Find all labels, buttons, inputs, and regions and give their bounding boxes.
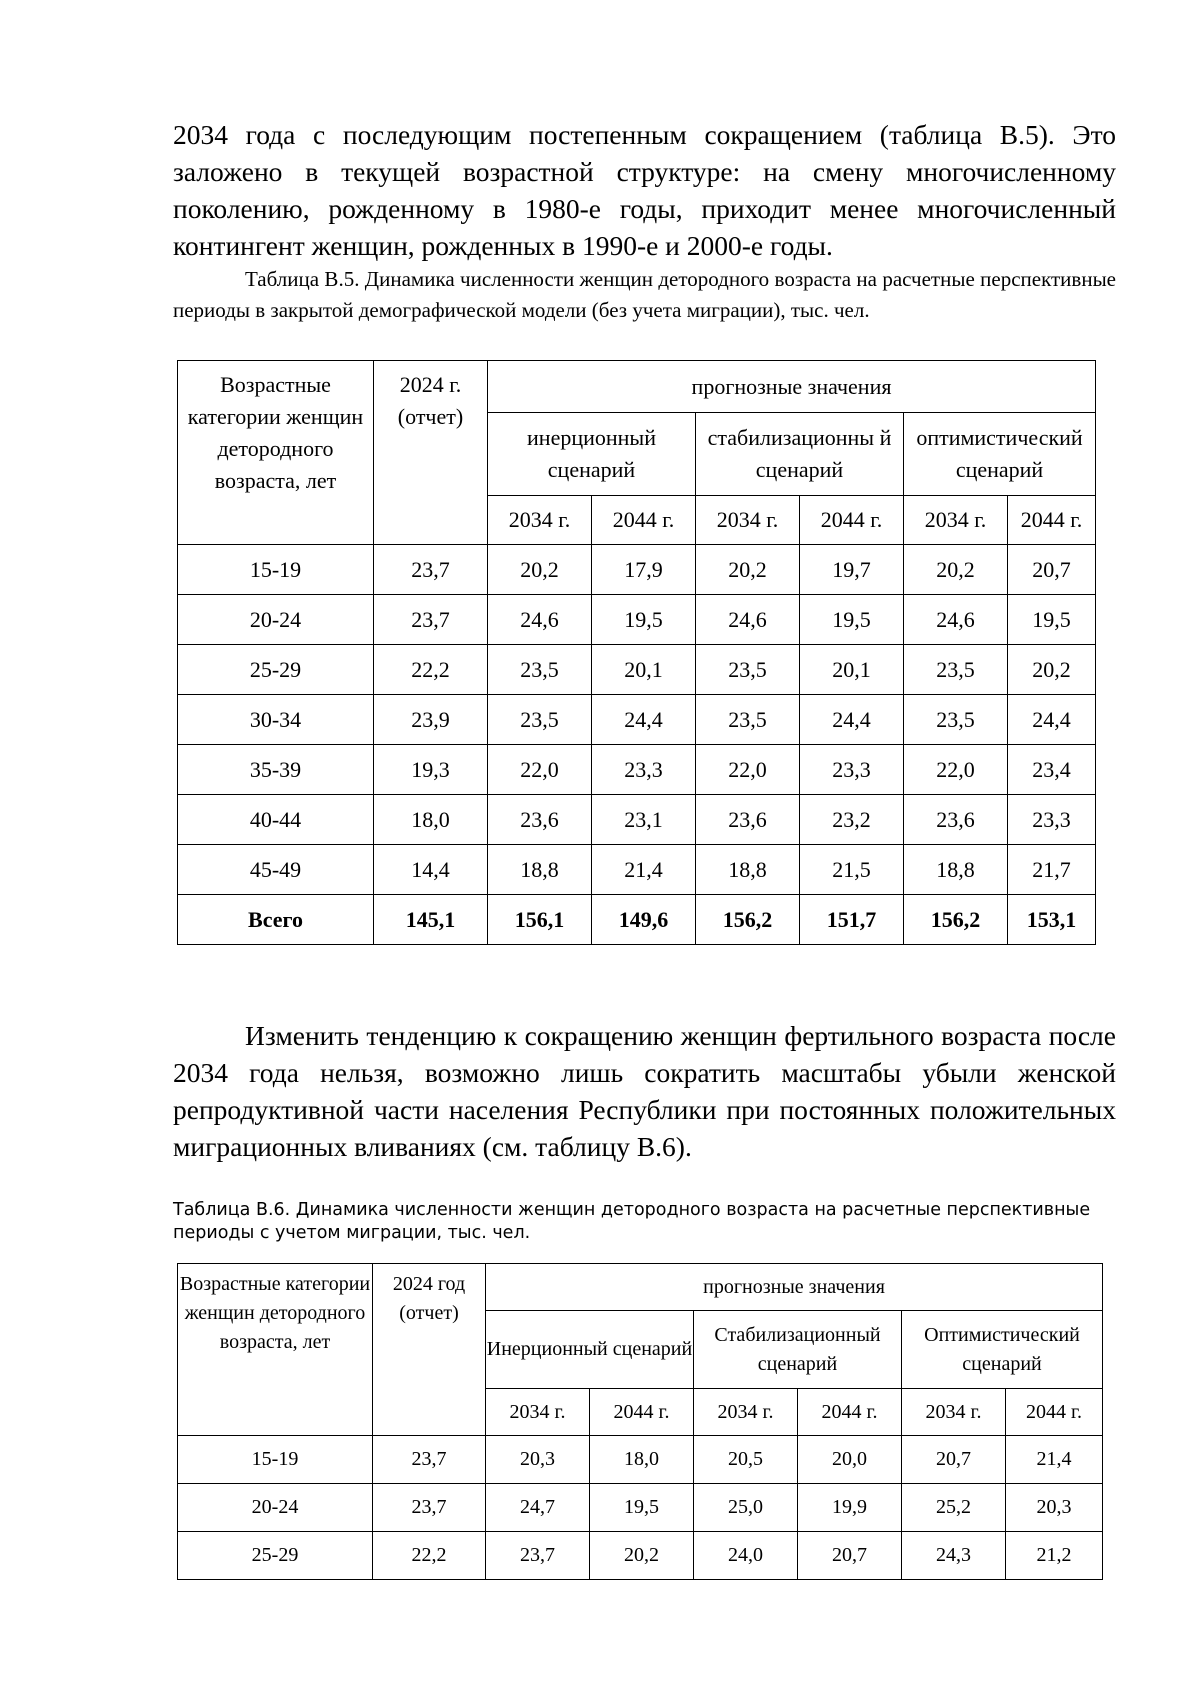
cell: 24,3 xyxy=(902,1532,1006,1580)
header-scenario-stabilization: стабилизационны й сценарий xyxy=(696,413,904,496)
cell: 19,7 xyxy=(800,545,904,595)
cell: 20,5 xyxy=(694,1436,798,1484)
cell: 18,0 xyxy=(590,1436,694,1484)
cell: 20,7 xyxy=(1008,545,1096,595)
header-year: 2034 г. xyxy=(904,496,1008,545)
header-year: 2044 г. xyxy=(800,496,904,545)
header-year: 2034 г. xyxy=(902,1389,1006,1436)
header-forecast: прогнозные значения xyxy=(486,1264,1103,1311)
cell: 23,5 xyxy=(696,645,800,695)
header-year: 2044 г. xyxy=(1008,496,1096,545)
cell: 14,4 xyxy=(374,845,488,895)
header-scenario-inertial: Инерционный сценарий xyxy=(486,1311,694,1389)
cell: 24,4 xyxy=(592,695,696,745)
cell: 24,4 xyxy=(800,695,904,745)
cell: 18,8 xyxy=(488,845,592,895)
cell: 23,3 xyxy=(800,745,904,795)
cell: 24,0 xyxy=(694,1532,798,1580)
cell: 145,1 xyxy=(374,895,488,945)
header-scenario-inertial: инерционный сценарий xyxy=(488,413,696,496)
header-year: 2034 г. xyxy=(488,496,592,545)
cell: 21,5 xyxy=(800,845,904,895)
cell: 20,0 xyxy=(798,1436,902,1484)
cell: 22,2 xyxy=(374,645,488,695)
cell: 40-44 xyxy=(178,795,374,845)
cell: 149,6 xyxy=(592,895,696,945)
header-scenario-stabilization: Стабилизационный сценарий xyxy=(694,1311,902,1389)
cell: 22,0 xyxy=(696,745,800,795)
cell: 23,3 xyxy=(1008,795,1096,845)
cell: 23,7 xyxy=(373,1436,486,1484)
table-b6 xyxy=(177,1263,1103,1580)
cell: 23,6 xyxy=(488,795,592,845)
header-year: 2034 г. xyxy=(696,496,800,545)
cell: 20,2 xyxy=(904,545,1008,595)
cell: 20-24 xyxy=(178,595,374,645)
cell: 23,6 xyxy=(904,795,1008,845)
cell: 23,7 xyxy=(373,1484,486,1532)
cell: 24,7 xyxy=(486,1484,590,1532)
cell: 30-34 xyxy=(178,695,374,745)
cell: 23,4 xyxy=(1008,745,1096,795)
cell: 25,0 xyxy=(694,1484,798,1532)
header-year: 2044 г. xyxy=(1006,1389,1103,1436)
cell: 21,4 xyxy=(1006,1436,1103,1484)
table-row xyxy=(178,1532,1103,1580)
header-age-category: Возрастные категории женщин детородного возраста, лет xyxy=(178,1264,373,1436)
cell: 15-19 xyxy=(178,1436,373,1484)
cell: 25-29 xyxy=(178,1532,373,1580)
header-year: 2044 г. xyxy=(592,496,696,545)
cell: 45-49 xyxy=(178,845,374,895)
cell: 23,5 xyxy=(904,695,1008,745)
cell: 20,7 xyxy=(902,1436,1006,1484)
cell: 24,4 xyxy=(1008,695,1096,745)
cell: 20,1 xyxy=(592,645,696,695)
cell: 24,6 xyxy=(904,595,1008,645)
header-age-category: Возрастные категории женщин детородного возраста, лет xyxy=(178,361,374,545)
cell: 22,0 xyxy=(904,745,1008,795)
header-scenario-optimistic: оптимистический сценарий xyxy=(904,413,1096,496)
cell: 23,7 xyxy=(486,1532,590,1580)
table-row xyxy=(178,545,1096,595)
cell: 153,1 xyxy=(1008,895,1096,945)
table-row xyxy=(178,795,1096,845)
header-scenario-optimistic: Оптимистический сценарий xyxy=(902,1311,1103,1389)
table-b5 xyxy=(177,360,1096,945)
cell: 23,7 xyxy=(374,595,488,645)
header-year: 2044 г. xyxy=(590,1389,694,1436)
header-base-year: 2024 год (отчет) xyxy=(373,1264,486,1436)
cell: 23,1 xyxy=(592,795,696,845)
cell: 15-19 xyxy=(178,545,374,595)
cell: 18,0 xyxy=(374,795,488,845)
table-b6-caption: Таблица В.6. Динамика численности женщин детородного возраста на расчетные перспективные периоды с учетом миграции, тыс. чел. xyxy=(173,1200,1091,1243)
paragraph-intro: 2034 года с последующим постепенным сокращением (таблица В.5). Это заложено в текущей возрастной структуре: на смену многочисленному поколению, рожденному в 1980-е годы, приходит менее многочисленный контингент женщин, рожденных в 1990-е и 2000-е годы. xyxy=(173,119,1116,261)
cell: 22,2 xyxy=(373,1532,486,1580)
cell: 156,2 xyxy=(696,895,800,945)
cell: 156,1 xyxy=(488,895,592,945)
cell: 17,9 xyxy=(592,545,696,595)
table-row xyxy=(178,1436,1103,1484)
table-b5-caption: Таблица В.5. Динамика численности женщин детородного возраста на расчетные перспективные периоды в закрытой демографической модели (без учета миграции), тыс. чел. xyxy=(173,267,1116,322)
cell: 18,8 xyxy=(904,845,1008,895)
cell: 22,0 xyxy=(488,745,592,795)
cell: 23,7 xyxy=(374,545,488,595)
header-forecast: прогнозные значения xyxy=(488,361,1096,413)
cell: 35-39 xyxy=(178,745,374,795)
cell: 23,5 xyxy=(488,645,592,695)
table-row xyxy=(178,645,1096,695)
cell: 20,3 xyxy=(1006,1484,1103,1532)
table-row xyxy=(178,1484,1103,1532)
cell: 20,2 xyxy=(696,545,800,595)
header-base-year: 2024 г. (отчет) xyxy=(374,361,488,545)
cell: 23,3 xyxy=(592,745,696,795)
cell: 20,2 xyxy=(590,1532,694,1580)
table-row xyxy=(178,745,1096,795)
cell: 20-24 xyxy=(178,1484,373,1532)
cell: 24,6 xyxy=(696,595,800,645)
cell: 19,5 xyxy=(590,1484,694,1532)
cell: 23,9 xyxy=(374,695,488,745)
table-row xyxy=(178,595,1096,645)
cell: 23,5 xyxy=(696,695,800,745)
cell: 18,8 xyxy=(696,845,800,895)
cell: 19,9 xyxy=(798,1484,902,1532)
cell: 21,4 xyxy=(592,845,696,895)
cell: 24,6 xyxy=(488,595,592,645)
cell: 19,3 xyxy=(374,745,488,795)
paragraph-migration: Изменить тенденцию к сокращению женщин фертильного возраста после 2034 года нельзя, возможно лишь сократить масштабы убыли женской репродуктивной части населения Республики при постоянных положительных миграционных вливаниях (см. таблицу В.6). xyxy=(173,1020,1116,1162)
cell: 19,5 xyxy=(592,595,696,645)
table-row xyxy=(178,845,1096,895)
cell: 156,2 xyxy=(904,895,1008,945)
cell: 20,3 xyxy=(486,1436,590,1484)
cell: 19,5 xyxy=(1008,595,1096,645)
cell: 151,7 xyxy=(800,895,904,945)
cell: 20,2 xyxy=(1008,645,1096,695)
cell: 23,5 xyxy=(488,695,592,745)
table-row xyxy=(178,695,1096,745)
cell: 21,2 xyxy=(1006,1532,1103,1580)
cell: 20,1 xyxy=(800,645,904,695)
cell: Всего xyxy=(178,895,374,945)
cell: 20,2 xyxy=(488,545,592,595)
cell: 25,2 xyxy=(902,1484,1006,1532)
cell: 20,7 xyxy=(798,1532,902,1580)
cell: 25-29 xyxy=(178,645,374,695)
table-total-row xyxy=(178,895,1096,945)
header-year: 2044 г. xyxy=(798,1389,902,1436)
cell: 23,2 xyxy=(800,795,904,845)
cell: 21,7 xyxy=(1008,845,1096,895)
header-year: 2034 г. xyxy=(694,1389,798,1436)
cell: 23,5 xyxy=(904,645,1008,695)
header-year: 2034 г. xyxy=(486,1389,590,1436)
cell: 19,5 xyxy=(800,595,904,645)
cell: 23,6 xyxy=(696,795,800,845)
